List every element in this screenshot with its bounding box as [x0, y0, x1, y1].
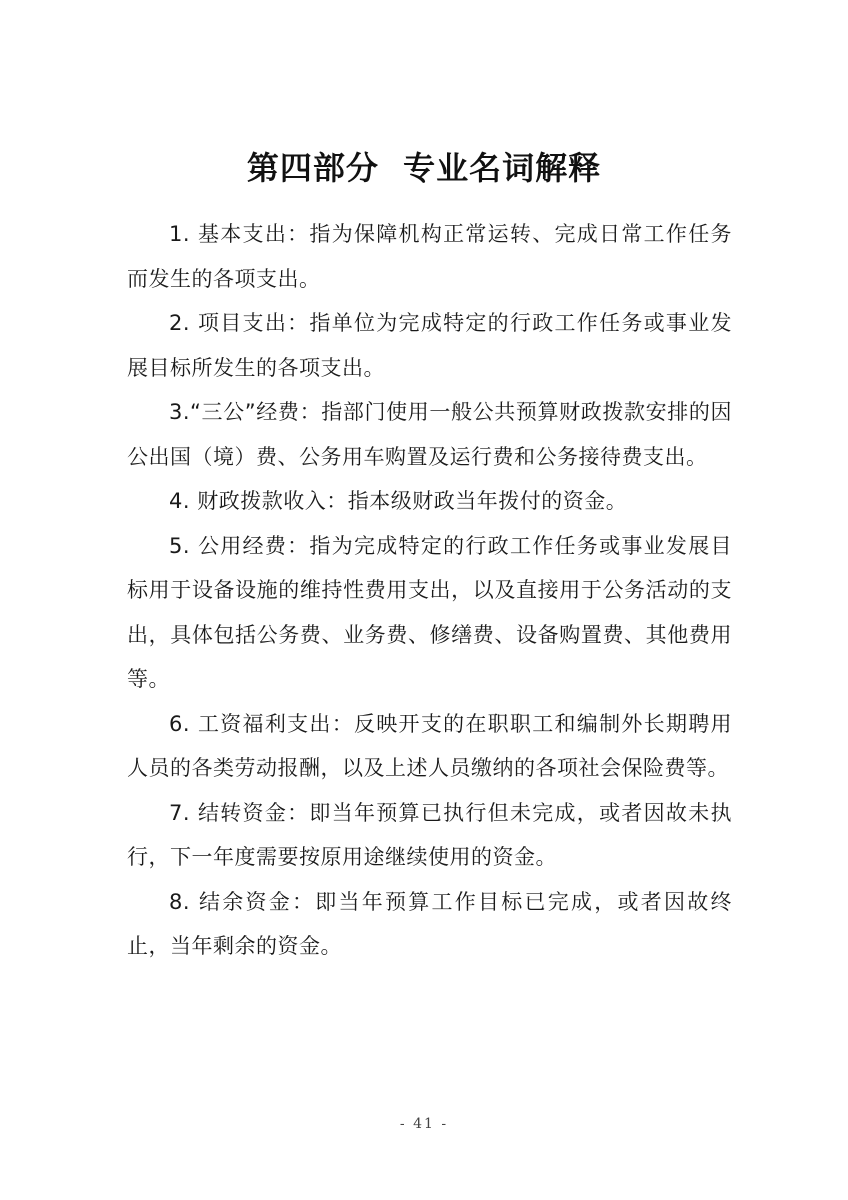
definition-item: [127, 880, 732, 969]
definition-item: [127, 791, 732, 880]
definition-term: 1. 基本支出：: [169, 222, 310, 246]
definition-term: 2. 项目支出：: [169, 311, 310, 335]
definition-text: 指为完成特定的行政工作任务或事业发展目标用于设备设施的维持性费用支出，以及直接用于公务活动的支出，具体包括公务费、业务费、修缮费、设备购置费、其他费用等。: [127, 533, 732, 691]
definition-term: 5. 公用经费：: [169, 533, 310, 558]
definition-term: 3.“三公”经费：: [169, 400, 322, 424]
definition-text: 即当年预算工作目标已完成，或者因故终止，当年剩余的资金。: [127, 889, 733, 958]
section-title: 第四部分 专业名词解释: [246, 149, 602, 187]
definition-text: 指部门使用一般公共预算财政拨款安排的因公出国（境）费、公务用车购置及运行费和公务接待费支出。: [127, 400, 733, 469]
definition-text: 即当年预算已执行但未完成，或者因故未执行，下一年度需要按原用途继续使用的资金。: [127, 800, 732, 869]
definition-term: 4. 财政拨款收入：: [169, 489, 348, 513]
page-number: - 41 -: [399, 1116, 449, 1132]
definition-item: [127, 301, 732, 390]
definition-item: [127, 479, 732, 524]
definition-text: 指本级财政当年拨付的资金。: [347, 489, 628, 513]
definition-text: 反映开支的在职职工和编制外长期聘用人员的各类劳动报酬，以及上述人员缴纳的各项社会保险费等。: [127, 711, 733, 780]
definition-term: 6. 工资福利支出：: [169, 711, 354, 736]
definition-term: 7. 结转资金：: [169, 800, 310, 825]
definition-text: 指为保障机构正常运转、完成日常工作任务而发生的各项支出。: [127, 222, 732, 291]
definition-text: 指单位为完成特定的行政工作任务或事业发展目标所发生的各项支出。: [127, 311, 732, 380]
definition-item: [127, 524, 732, 702]
definition-item: [127, 702, 732, 791]
definition-item: [127, 212, 732, 301]
definition-item: [127, 390, 732, 479]
definitions-list: [127, 212, 732, 969]
definition-term: 8. 结余资金：: [169, 889, 316, 914]
